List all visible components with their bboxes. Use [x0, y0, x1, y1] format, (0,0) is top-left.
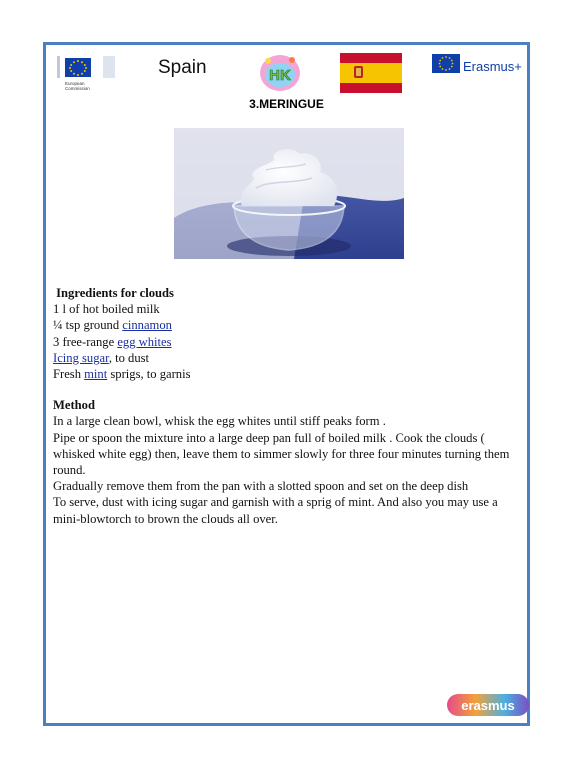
ingredients-heading — [53, 285, 523, 301]
page-frame — [43, 42, 530, 726]
mint-link[interactable]: mint — [84, 367, 108, 382]
icing-sugar-link[interactable]: Icing sugar — [53, 350, 109, 365]
ingredient-item — [53, 317, 523, 333]
erasmus-plus-label: Erasmus+ — [463, 59, 522, 74]
erasmus-badge-text: erasmus — [461, 698, 515, 713]
method-step: Pipe or spoon the mixture into a large deep pan full of boiled milk . Cook the clouds ( whisked white egg) then, leave them to simmer slowly for three four minutes turning them round. — [53, 430, 510, 478]
spain-flag — [340, 53, 402, 93]
ingredient-text: Fresh — [53, 367, 85, 382]
european-commission-logo — [55, 52, 117, 94]
ingredients-heading-text: Ingredients for clouds — [56, 286, 174, 300]
recipe-content — [53, 285, 523, 527]
method-step: To serve, dust with icing sugar and garnish with a sprig of mint. And also you may use a mini-blowtorch to brown the clouds all over. — [53, 495, 498, 526]
ingredient-item — [53, 301, 523, 317]
project-hk-logo — [258, 51, 302, 95]
erasmus-plus-logo — [432, 52, 526, 82]
ingredient-item — [53, 366, 523, 382]
ingredient-item — [53, 350, 523, 366]
cinnamon-link[interactable]: cinnamon — [122, 318, 172, 333]
ingredient-text: , to dust — [108, 350, 150, 365]
ingredient-text: 3 free-range — [53, 334, 118, 349]
ec-logo-text-line1: European — [65, 81, 85, 86]
erasmus-badge-logo — [446, 692, 530, 718]
ingredient-text: 1 l of hot boiled milk — [53, 302, 160, 317]
method-step: In a large clean bowl, whisk the egg whites until stiff peaks form . — [53, 414, 386, 429]
recipe-title: 3.MERINGUE — [249, 97, 324, 111]
method-step: Gradually remove them from the pan with a slotted spoon and set on the deep dish — [53, 479, 469, 494]
egg-whites-link[interactable]: egg whites — [117, 334, 172, 349]
eu-flag-icon — [432, 52, 526, 82]
ingredient-text: sprigs, to garnis — [107, 367, 191, 382]
meringue-photo — [174, 128, 404, 259]
country-label: Spain — [158, 57, 207, 78]
ec-logo-text-line2: Commission — [65, 86, 90, 91]
ingredient-text: ¼ tsp ground — [53, 318, 123, 333]
method-heading: Method — [53, 398, 95, 413]
section-spacer — [53, 382, 523, 397]
svg-text:HK: HK — [269, 67, 291, 84]
ingredient-item — [53, 334, 523, 350]
